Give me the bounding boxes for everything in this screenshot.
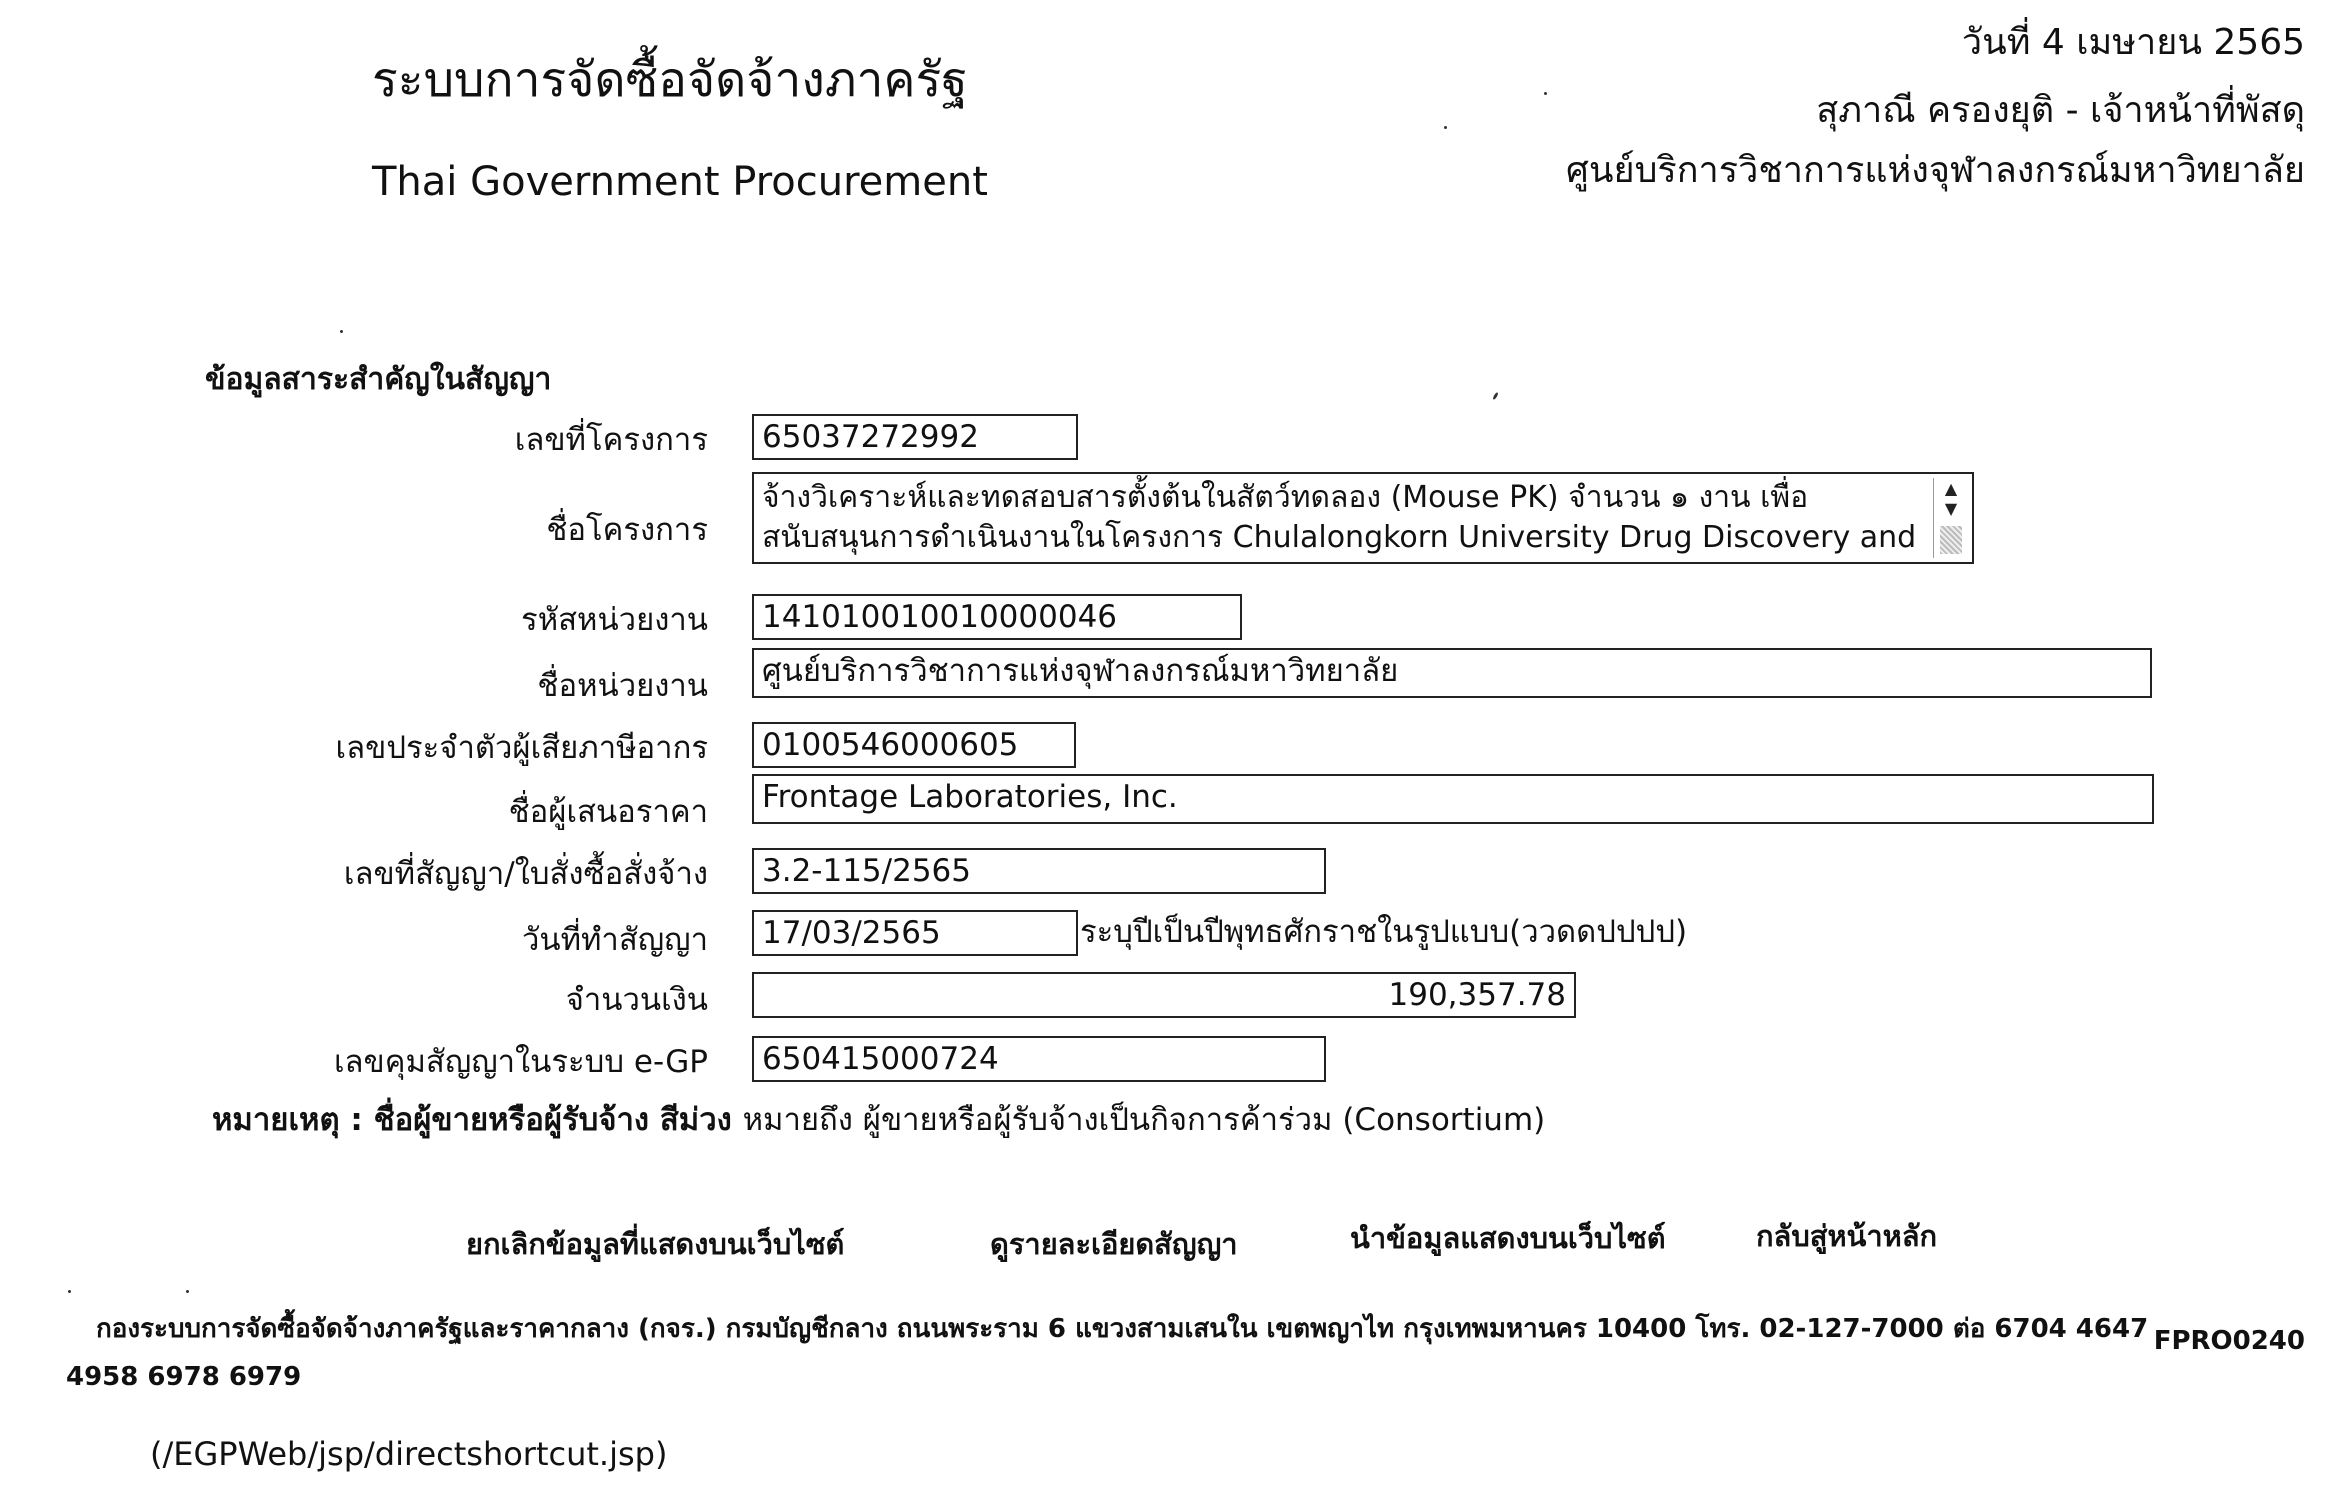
header-date: วันที่ 4 เมษายน 2565: [1961, 22, 2305, 63]
header-organization: ศูนย์บริการวิชาการแห่งจุฬาลงกรณ์มหาวิทยาลัย: [1566, 150, 2305, 191]
scan-speck: [68, 1290, 71, 1293]
unit-code-field[interactable]: 141010010010000046: [752, 594, 1242, 640]
scan-speck: [1444, 126, 1447, 129]
scroll-up-arrow-icon[interactable]: ▲: [1944, 479, 1958, 498]
project-name-scrollbar[interactable]: [1933, 478, 1968, 558]
scan-speck: [340, 330, 343, 333]
section-title: ข้อมูลสาระสำคัญในสัญญา: [205, 362, 552, 397]
bidder-name-field[interactable]: Frontage Laboratories, Inc.: [752, 774, 2154, 824]
tax-id-field[interactable]: 0100546000605: [752, 722, 1076, 768]
amount-field[interactable]: 190,357.78: [752, 972, 1576, 1018]
project-no-label: เลขที่โครงการ: [514, 422, 708, 458]
amount-label: จำนวนเงิน: [565, 982, 708, 1018]
project-name-text: จ้างวิเคราะห์และทดสอบสารตั้งต้นในสัตว์ทดลอง (Mouse PK) จำนวน ๑ งาน เพื่อสนับสนุนการดำเนินงานในโครงการ Chulalongkorn University Drug Discovery and: [762, 480, 1917, 555]
footer-address-line2: 4958 6978 6979: [66, 1362, 302, 1392]
contract-no-field[interactable]: 3.2-115/2565: [752, 848, 1326, 894]
note-highlight: สีม่วง: [659, 1102, 732, 1138]
consortium-note: [212, 1098, 1545, 1142]
unit-name-label: ชื่อหน่วยงาน: [537, 668, 708, 704]
unit-code-label: รหัสหน่วยงาน: [521, 602, 708, 638]
footer-address-line1: กองระบบการจัดซื้อจัดจ้างภาครัฐและราคากลาง (กจร.) กรมบัญชีกลาง ถนนพระราม 6 แขวงสามเสนใน เขตพญาไท กรุงเทพมหานคร 10400 โทร. 02-127-7000 ต่อ 6704 4647: [96, 1314, 2149, 1344]
egp-control-field[interactable]: 650415000724: [752, 1036, 1326, 1082]
header-user: สุภาณี ครองยุติ - เจ้าหน้าที่พัสดุ: [1816, 90, 2305, 131]
unit-name-field[interactable]: ศูนย์บริการวิชาการแห่งจุฬาลงกรณ์มหาวิทยาลัย: [752, 648, 2152, 698]
egp-control-label: เลขคุมสัญญาในระบบ e-GP: [333, 1044, 708, 1080]
project-name-label: ชื่อโครงการ: [546, 512, 708, 548]
scroll-track[interactable]: [1940, 526, 1962, 554]
view-details-link[interactable]: ดูรายละเอียดสัญญา: [990, 1227, 1238, 1261]
footer-page-code: FPRO0240: [2153, 1326, 2305, 1356]
project-name-textarea[interactable]: [752, 472, 1974, 564]
note-prefix: หมายเหตุ : ชื่อผู้ขายหรือผู้รับจ้าง: [212, 1102, 650, 1138]
contract-date-label: วันที่ทำสัญญา: [521, 922, 708, 958]
project-no-field[interactable]: 65037272992: [752, 414, 1078, 460]
scan-speck: [1544, 92, 1547, 95]
publish-link[interactable]: นำข้อมูลแสดงบนเว็บไซต์: [1350, 1221, 1666, 1255]
tax-id-label: เลขประจำตัวผู้เสียภาษีอากร: [335, 730, 708, 766]
contract-no-label: เลขที่สัญญา/ใบสั่งซื้อสั่งจ้าง: [343, 856, 708, 892]
scroll-down-arrow-icon[interactable]: ▼: [1944, 499, 1958, 518]
back-home-link[interactable]: กลับสู่หน้าหลัก: [1756, 1219, 1938, 1253]
footer-path: (/EGPWeb/jsp/directshortcut.jsp): [150, 1435, 668, 1473]
system-title-thai: ระบบการจัดซื้อจัดจ้างภาครัฐ: [372, 52, 968, 108]
contract-date-field[interactable]: 17/03/2565: [752, 910, 1078, 956]
scan-speck: [1492, 392, 1499, 400]
system-title-english: Thai Government Procurement: [372, 159, 988, 205]
note-suffix: หมายถึง ผู้ขายหรือผู้รับจ้างเป็นกิจการค้าร่วม (Consortium): [742, 1102, 1546, 1138]
cancel-display-link[interactable]: ยกเลิกข้อมูลที่แสดงบนเว็บไซต์: [466, 1227, 845, 1261]
bidder-name-label: ชื่อผู้เสนอราคา: [508, 794, 708, 830]
contract-date-hint: ระบุปีเป็นปีพุทธศักราชในรูปแบบ(ววดดปปปป): [1080, 914, 1688, 950]
scan-speck: [186, 1290, 189, 1293]
